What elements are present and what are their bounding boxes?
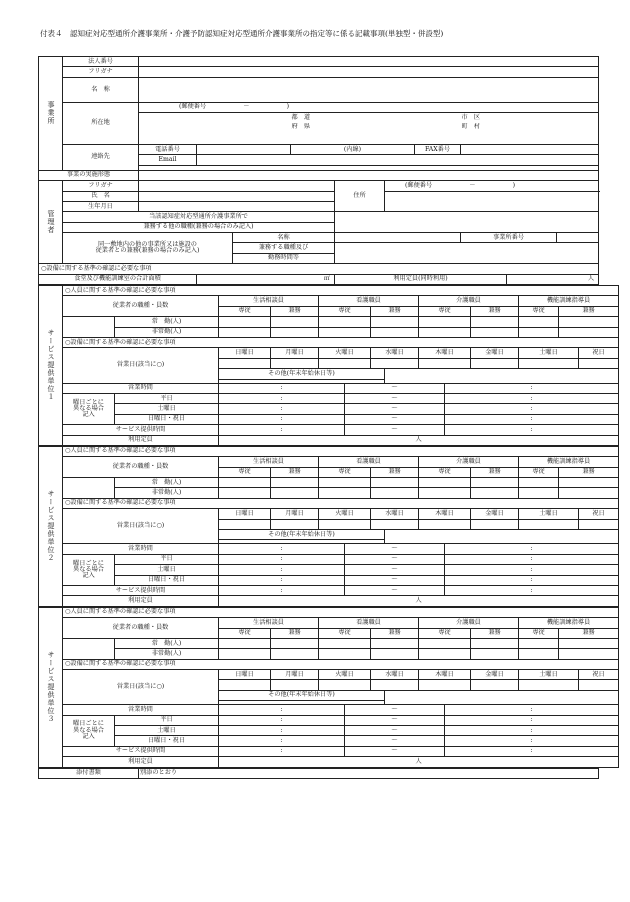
day-cell[interactable] <box>271 358 319 368</box>
staff-cell[interactable] <box>519 478 559 488</box>
staff-cell[interactable] <box>471 317 519 327</box>
staff-cell[interactable] <box>419 478 471 488</box>
day-header: 木曜日 <box>419 348 471 358</box>
day-cell[interactable] <box>371 358 419 368</box>
time-to[interactable]: : <box>445 425 619 435</box>
service-unit-table <box>38 446 619 607</box>
location-label: 所在地 <box>63 102 139 144</box>
time-sep: ～ <box>345 425 445 435</box>
day-header: 水曜日 <box>371 348 419 358</box>
role-header: 生活相談員 <box>219 296 319 306</box>
day-header: 祝日 <box>579 509 619 519</box>
service-hours-label: サービス提供時間 <box>63 585 219 595</box>
staff-cell[interactable] <box>559 317 619 327</box>
manager-side-label: 管理者 <box>39 181 63 264</box>
staff-cell[interactable] <box>559 327 619 337</box>
other-days-field[interactable] <box>385 690 619 704</box>
mgr-kenmu-field[interactable] <box>335 243 599 264</box>
day-header: 水曜日 <box>371 509 419 519</box>
contact-label: 連絡先 <box>63 144 139 170</box>
day-cell[interactable] <box>419 358 471 368</box>
day-cell[interactable] <box>271 519 319 529</box>
time-to[interactable]: : <box>445 715 619 725</box>
time-to[interactable]: : <box>445 565 619 575</box>
facility-area-label: 食堂及び機能訓練室の合計面積 <box>39 274 197 284</box>
staff-cell[interactable] <box>219 488 271 498</box>
senju-header: 専従 <box>519 628 559 638</box>
by-day-line3: 記入 <box>82 411 95 419</box>
days-label: 営業日(該当に○) <box>63 509 219 544</box>
day-cell[interactable] <box>319 519 371 529</box>
staff-cell[interactable] <box>271 638 319 648</box>
time-to[interactable]: : <box>445 554 619 564</box>
role-header: 機能訓練指導員 <box>519 457 619 467</box>
mgr-birth-label: 生年月日 <box>63 201 139 211</box>
day-cell[interactable] <box>519 519 579 529</box>
saturday-label: 土曜日 <box>115 726 219 736</box>
role-header: 看護職員 <box>319 457 419 467</box>
day-cell[interactable] <box>271 680 319 690</box>
mgr-other-job-label2: 兼務する他の職種(兼務の場合のみ記入) <box>63 222 335 232</box>
kenmu-header: 兼務 <box>371 306 419 316</box>
day-header: 日曜日 <box>219 509 271 519</box>
address-field[interactable] <box>139 132 599 145</box>
senju-header: 専従 <box>319 306 371 316</box>
kenmu-header: 兼務 <box>559 628 619 638</box>
staff-cell[interactable] <box>371 478 419 488</box>
senju-header: 専従 <box>219 306 271 316</box>
staff-cell[interactable] <box>471 488 519 498</box>
saturday-label: 土曜日 <box>115 565 219 575</box>
time-sep: ～ <box>345 404 445 414</box>
facility-capacity-label: 利用定員(同時利用) <box>335 274 507 284</box>
todo-label: 都 道 <box>291 113 311 121</box>
staff-cell[interactable] <box>371 317 419 327</box>
kenmu-header: 兼務 <box>559 306 619 316</box>
staff-cell[interactable] <box>319 638 371 648</box>
time-from[interactable]: : <box>219 404 345 414</box>
time-from[interactable]: : <box>219 383 345 393</box>
other-days-field[interactable] <box>385 369 619 383</box>
mgr-meisho-field[interactable] <box>335 233 461 243</box>
day-header: 金曜日 <box>471 509 519 519</box>
mgr-jigyosho-no-label: 事業所番号 <box>461 233 557 243</box>
kenmu-header: 兼務 <box>271 628 319 638</box>
office-side-label: 事業所 <box>39 57 63 171</box>
tel-field[interactable] <box>197 144 291 154</box>
unit-side-label: サービス提供単位３ <box>39 607 63 767</box>
day-cell[interactable] <box>219 358 271 368</box>
time-sep: ～ <box>345 705 445 715</box>
senju-header: 専従 <box>519 467 559 477</box>
shiku-label: 市 区 <box>461 113 481 121</box>
equip-header: ○設備に関する基準の確認に必要な事項 <box>63 337 619 347</box>
day-header: 火曜日 <box>319 348 371 358</box>
email-label: Email <box>139 155 197 165</box>
day-header: 土曜日 <box>519 670 579 680</box>
staff-cell[interactable] <box>271 649 319 659</box>
staff-cell[interactable] <box>371 488 419 498</box>
mgr-name-label: 氏 名 <box>63 191 139 201</box>
email-field[interactable] <box>197 155 599 165</box>
role-header: 看護職員 <box>319 296 419 306</box>
time-from[interactable]: : <box>219 746 345 756</box>
kenmu-header: 兼務 <box>559 467 619 477</box>
unit-side-label: サービス提供単位１ <box>39 286 63 446</box>
day-cell[interactable] <box>319 358 371 368</box>
day-cell[interactable] <box>371 519 419 529</box>
attach-label: 添付書類 <box>39 768 139 778</box>
time-sep: ～ <box>345 554 445 564</box>
role-header: 機能訓練指導員 <box>519 618 619 628</box>
by-day-label <box>63 715 115 746</box>
staff-cell[interactable] <box>471 478 519 488</box>
parttime-label: 非常勤(人) <box>115 488 219 498</box>
time-to[interactable]: : <box>445 736 619 746</box>
holiday-label: 日曜日・祝日 <box>115 736 219 746</box>
holiday-label: 日曜日・祝日 <box>115 575 219 585</box>
time-from[interactable]: : <box>219 715 345 725</box>
capacity-field[interactable]: 人 <box>219 435 619 445</box>
role-header: 介護職員 <box>419 296 519 306</box>
capacity-label: 利用定員 <box>63 596 219 606</box>
service-units <box>38 285 605 768</box>
day-header: 木曜日 <box>419 509 471 519</box>
mgr-furigana-field[interactable] <box>139 181 335 191</box>
time-sep: ～ <box>345 746 445 756</box>
day-cell[interactable] <box>219 680 271 690</box>
staff-cell[interactable] <box>419 638 471 648</box>
day-header: 火曜日 <box>319 509 371 519</box>
name-label: 名 称 <box>63 77 139 102</box>
kenmu-header: 兼務 <box>471 467 519 477</box>
capacity-label: 利用定員 <box>63 435 219 445</box>
day-header: 水曜日 <box>371 670 419 680</box>
staff-cell[interactable] <box>559 488 619 498</box>
kenmu-header: 兼務 <box>371 628 419 638</box>
staff-cell[interactable] <box>371 638 419 648</box>
staff-cell[interactable] <box>319 317 371 327</box>
role-header: 看護職員 <box>319 618 419 628</box>
mgr-birth-field[interactable] <box>139 201 335 211</box>
day-cell[interactable] <box>471 680 519 690</box>
day-header: 土曜日 <box>519 509 579 519</box>
staff-cell[interactable] <box>559 478 619 488</box>
staff-cell[interactable] <box>219 638 271 648</box>
weekday-label: 平日 <box>115 393 219 403</box>
by-day-label <box>63 554 115 585</box>
day-header: 月曜日 <box>271 670 319 680</box>
fax-field[interactable] <box>461 144 599 154</box>
service-hours-label: サービス提供時間 <box>63 746 219 756</box>
furigana-label: フリガナ <box>63 67 139 77</box>
mgr-postal[interactable]: (郵便番号 － ) <box>385 181 599 191</box>
weekday-label: 平日 <box>115 554 219 564</box>
capacity-field[interactable]: 人 <box>219 757 619 767</box>
time-sep: ～ <box>345 393 445 403</box>
by-day-line1: 曜日ごとに <box>73 559 104 567</box>
by-day-line2: 異なる場合 <box>73 565 104 573</box>
staff-label: 従業者の職種・員数 <box>63 296 219 317</box>
hours-label: 営業時間 <box>63 383 219 393</box>
staff-cell[interactable] <box>319 649 371 659</box>
other-days-label: その他(年末年始休日等) <box>219 530 385 540</box>
by-day-line1: 曜日ごとに <box>73 398 104 406</box>
mgr-furigana-label: フリガナ <box>63 181 139 191</box>
staff-cell[interactable] <box>559 649 619 659</box>
staff-cell[interactable] <box>219 317 271 327</box>
kenmu-header: 兼務 <box>371 467 419 477</box>
holiday-label: 日曜日・祝日 <box>115 414 219 424</box>
day-cell[interactable] <box>519 680 579 690</box>
staff-cell[interactable] <box>519 638 559 648</box>
other-days-label: その他(年末年始休日等) <box>219 369 385 379</box>
staff-cell[interactable] <box>519 649 559 659</box>
day-cell[interactable] <box>579 680 619 690</box>
staff-cell[interactable] <box>219 327 271 337</box>
name-field[interactable] <box>139 77 599 102</box>
postal-code[interactable]: (郵便番号 － ) <box>139 102 599 112</box>
ext-label: (内線) <box>291 144 415 154</box>
staff-cell[interactable] <box>371 327 419 337</box>
time-to[interactable]: : <box>445 544 619 554</box>
time-sep: ～ <box>345 544 445 554</box>
hojin-field[interactable] <box>139 57 599 67</box>
mgr-dual-label <box>63 233 233 264</box>
other-days-field[interactable] <box>385 530 619 544</box>
staff-cell[interactable] <box>219 649 271 659</box>
jisshi-field[interactable] <box>139 170 599 180</box>
kenmu-header: 兼務 <box>271 467 319 477</box>
hojin-label: 法人番号 <box>63 57 139 67</box>
staff-header: ○人員に関する基準の確認に必要な事項 <box>63 286 619 296</box>
staff-cell[interactable] <box>319 478 371 488</box>
mgr-other-job-field[interactable] <box>335 212 599 233</box>
fax-label: FAX番号 <box>415 144 461 154</box>
by-day-line1: 曜日ごとに <box>73 720 104 728</box>
mgr-name-field[interactable] <box>139 191 335 201</box>
role-header: 機能訓練指導員 <box>519 296 619 306</box>
equip-header: ○設備に関する基準の確認に必要な事項 <box>63 498 619 508</box>
day-cell[interactable] <box>471 358 519 368</box>
staff-label: 従業者の職種・員数 <box>63 618 219 639</box>
time-to[interactable]: : <box>445 726 619 736</box>
office-table <box>38 56 599 285</box>
choson-label: 町 村 <box>461 123 481 131</box>
time-sep: ～ <box>345 575 445 585</box>
service-unit-table <box>38 285 619 446</box>
senju-header: 専従 <box>319 628 371 638</box>
time-from[interactable]: : <box>219 544 345 554</box>
facility-capacity-unit[interactable]: 人 <box>507 274 599 284</box>
other-days-label: その他(年末年始休日等) <box>219 690 385 700</box>
attachment-table <box>38 768 599 779</box>
time-sep: ～ <box>345 414 445 424</box>
time-to[interactable]: : <box>445 585 619 595</box>
staff-cell[interactable] <box>519 488 559 498</box>
by-day-label <box>63 393 115 424</box>
time-sep: ～ <box>345 585 445 595</box>
day-header: 日曜日 <box>219 348 271 358</box>
staff-cell[interactable] <box>319 488 371 498</box>
staff-cell[interactable] <box>271 478 319 488</box>
unit-side-label: サービス提供単位２ <box>39 446 63 606</box>
day-cell[interactable] <box>579 519 619 529</box>
parttime-label: 非常勤(人) <box>115 649 219 659</box>
time-from[interactable]: : <box>219 565 345 575</box>
senju-header: 専従 <box>519 306 559 316</box>
staff-cell[interactable] <box>419 649 471 659</box>
day-header: 月曜日 <box>271 509 319 519</box>
facility-header: ○設備に関する基準の確認に必要な事項 <box>39 264 599 274</box>
time-to[interactable]: : <box>445 393 619 403</box>
day-cell[interactable] <box>419 519 471 529</box>
service-hours-label: サービス提供時間 <box>63 425 219 435</box>
staff-header: ○人員に関する基準の確認に必要な事項 <box>63 607 619 617</box>
facility-area-unit[interactable]: ㎡ <box>197 274 335 284</box>
hours-label: 営業時間 <box>63 705 219 715</box>
day-header: 土曜日 <box>519 348 579 358</box>
mgr-other-job-label1: 当該認知症対応型通所介護事業所で <box>63 212 335 222</box>
staff-cell[interactable] <box>419 488 471 498</box>
staff-cell[interactable] <box>371 649 419 659</box>
staff-header: ○人員に関する基準の確認に必要な事項 <box>63 446 619 456</box>
time-sep: ～ <box>345 736 445 746</box>
role-header: 介護職員 <box>419 618 519 628</box>
kenmu-header: 兼務 <box>471 628 519 638</box>
mgr-dual-line2: 従業者との兼務(兼務の場合のみ記入) <box>95 247 200 255</box>
mgr-kenmu-label1: 兼務する職種及び <box>233 243 335 253</box>
mgr-kenmu-label2: 勤務時間等 <box>233 253 335 263</box>
senju-header: 専従 <box>319 467 371 477</box>
hours-label: 営業時間 <box>63 544 219 554</box>
mgr-jigyosho-no-field[interactable] <box>557 233 599 243</box>
time-from[interactable]: : <box>219 585 345 595</box>
time-to[interactable]: : <box>445 383 619 393</box>
staff-cell[interactable] <box>271 327 319 337</box>
service-unit-table <box>38 607 619 768</box>
staff-label: 従業者の職種・員数 <box>63 457 219 478</box>
day-header: 月曜日 <box>271 348 319 358</box>
day-cell[interactable] <box>419 680 471 690</box>
by-day-line3: 記入 <box>82 732 95 740</box>
time-from[interactable]: : <box>219 575 345 585</box>
kenmu-header: 兼務 <box>271 306 319 316</box>
time-sep: ～ <box>345 715 445 725</box>
form-title: 付表４ 認知症対応型通所介護事業所・介護予防認知症対応型通所介護事業所の指定等に係る記載事項(単独型・併設型) <box>40 29 444 38</box>
senju-header: 専従 <box>419 306 471 316</box>
by-day-line2: 異なる場合 <box>73 726 104 734</box>
jisshi-label: 事業の実施形態 <box>39 170 139 180</box>
staff-cell[interactable] <box>559 638 619 648</box>
weekday-label: 平日 <box>115 715 219 725</box>
parttime-label: 非常勤(人) <box>115 327 219 337</box>
time-to[interactable]: : <box>445 414 619 424</box>
time-from[interactable]: : <box>219 736 345 746</box>
time-sep: ～ <box>345 383 445 393</box>
mgr-address-field[interactable] <box>385 191 599 212</box>
time-to[interactable]: : <box>445 746 619 756</box>
role-header: 生活相談員 <box>219 618 319 628</box>
registration-form <box>38 56 605 846</box>
day-cell[interactable] <box>219 519 271 529</box>
day-header: 金曜日 <box>471 348 519 358</box>
staff-cell[interactable] <box>471 638 519 648</box>
senju-header: 専従 <box>419 467 471 477</box>
day-header: 祝日 <box>579 348 619 358</box>
time-from[interactable]: : <box>219 414 345 424</box>
staff-cell[interactable] <box>419 327 471 337</box>
days-label: 営業日(該当に○) <box>63 348 219 383</box>
staff-cell[interactable] <box>319 327 371 337</box>
staff-cell[interactable] <box>219 478 271 488</box>
day-cell[interactable] <box>319 680 371 690</box>
day-header: 金曜日 <box>471 670 519 680</box>
attach-value: 別添のとおり <box>139 768 599 778</box>
fulltime-label: 常 勤(人) <box>115 317 219 327</box>
tel-label: 電話番号 <box>139 144 197 154</box>
staff-cell[interactable] <box>519 327 559 337</box>
staff-cell[interactable] <box>471 649 519 659</box>
fulltime-label: 常 勤(人) <box>115 478 219 488</box>
time-sep: ～ <box>345 565 445 575</box>
staff-cell[interactable] <box>271 317 319 327</box>
time-from[interactable]: : <box>219 726 345 736</box>
day-header: 日曜日 <box>219 670 271 680</box>
role-header: 生活相談員 <box>219 457 319 467</box>
staff-cell[interactable] <box>419 317 471 327</box>
time-from[interactable]: : <box>219 554 345 564</box>
fulltime-label: 常 勤(人) <box>115 638 219 648</box>
capacity-field[interactable]: 人 <box>219 596 619 606</box>
furigana-field[interactable] <box>139 67 599 77</box>
mgr-address-label: 住所 <box>335 181 385 212</box>
saturday-label: 土曜日 <box>115 404 219 414</box>
day-cell[interactable] <box>471 519 519 529</box>
senju-header: 専従 <box>419 628 471 638</box>
time-from[interactable]: : <box>219 393 345 403</box>
day-cell[interactable] <box>519 358 579 368</box>
time-to[interactable]: : <box>445 575 619 585</box>
by-day-line3: 記入 <box>82 571 95 579</box>
mgr-dual-line1: 同一敷地内の他の事業所又は施設の <box>98 240 197 248</box>
time-to[interactable]: : <box>445 404 619 414</box>
time-from[interactable]: : <box>219 425 345 435</box>
mgr-meisho-label: 名称 <box>233 233 335 243</box>
day-cell[interactable] <box>371 680 419 690</box>
day-cell[interactable] <box>579 358 619 368</box>
kenmu-header: 兼務 <box>471 306 519 316</box>
day-header: 祝日 <box>579 670 619 680</box>
capacity-label: 利用定員 <box>63 757 219 767</box>
senju-header: 専従 <box>219 628 271 638</box>
days-label: 営業日(該当に○) <box>63 670 219 705</box>
by-day-line2: 異なる場合 <box>73 404 104 412</box>
time-to[interactable]: : <box>445 705 619 715</box>
fuken-label: 府 県 <box>291 123 311 131</box>
day-header: 火曜日 <box>319 670 371 680</box>
staff-cell[interactable] <box>271 488 319 498</box>
role-header: 介護職員 <box>419 457 519 467</box>
time-sep: ～ <box>345 726 445 736</box>
staff-cell[interactable] <box>471 327 519 337</box>
day-header: 木曜日 <box>419 670 471 680</box>
equip-header: ○設備に関する基準の確認に必要な事項 <box>63 659 619 669</box>
senju-header: 専従 <box>219 467 271 477</box>
time-from[interactable]: : <box>219 705 345 715</box>
staff-cell[interactable] <box>519 317 559 327</box>
